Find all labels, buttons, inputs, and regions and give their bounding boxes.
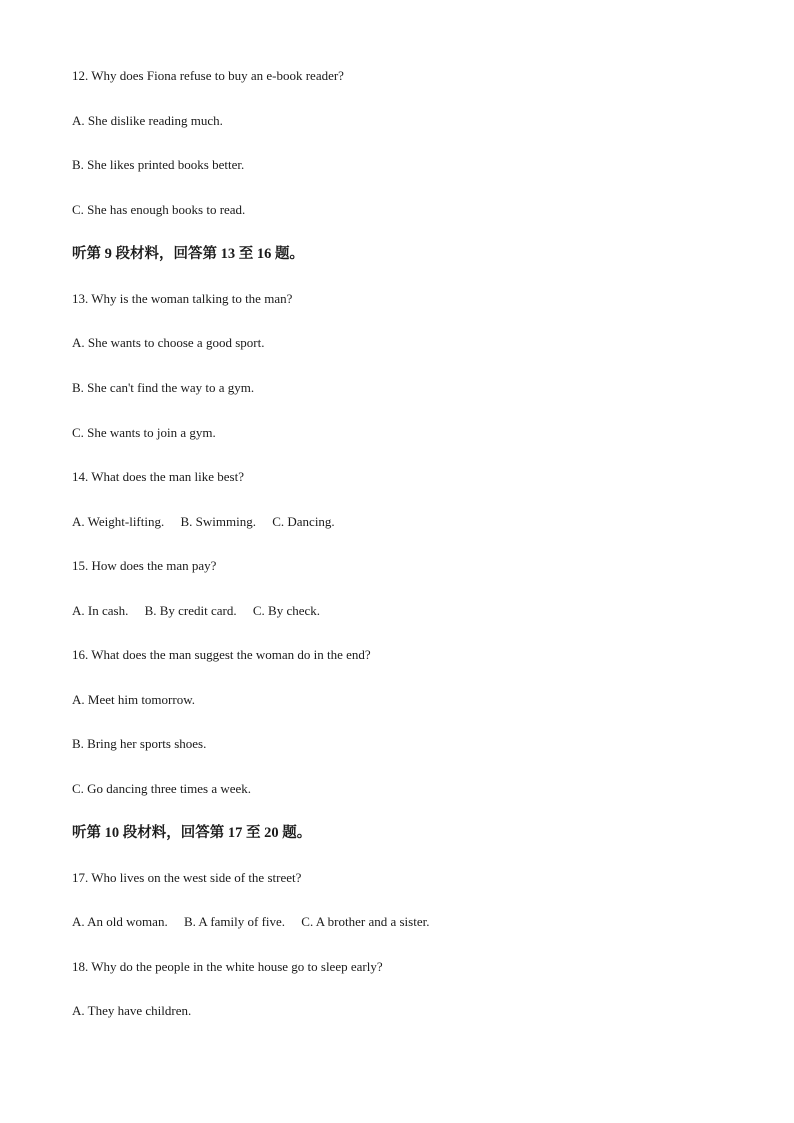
options-14: A. Weight-lifting. B. Swimming. C. Dancing.	[72, 514, 335, 529]
question-12: 12. Why does Fiona refuse to buy an e-book reader?	[72, 68, 344, 83]
option-16c: C. Go dancing three times a week.	[72, 781, 252, 796]
option-13b: B. She can't find the way to a gym.	[72, 380, 255, 395]
question-17: 17. Who lives on the west side of the street?	[72, 870, 302, 885]
question-18: 18. Why do the people in the white house go to sleep early?	[72, 959, 383, 974]
question-15: 15. How does the man pay?	[72, 558, 217, 573]
option-12c: C. She has enough books to read.	[72, 202, 246, 217]
option-12b: B. She likes printed books better.	[72, 157, 245, 172]
section-heading-10: 听第 10 段材料，回答第 17 至 20 题。	[72, 825, 312, 841]
question-16: 16. What does the man suggest the woman do in the end?	[72, 647, 371, 662]
question-13: 13. Why is the woman talking to the man?	[72, 291, 293, 306]
section-heading-9: 听第 9 段材料，回答第 13 至 16 题。	[72, 246, 304, 262]
question-14: 14. What does the man like best?	[72, 469, 244, 484]
option-13c: C. She wants to join a gym.	[72, 425, 216, 440]
option-13a: A. She wants to choose a good sport.	[72, 335, 265, 350]
option-12a: A. She dislike reading much.	[72, 113, 223, 128]
option-16a: A. Meet him tomorrow.	[72, 692, 195, 707]
options-15: A. In cash. B. By credit card. C. By check.	[72, 603, 321, 618]
option-16b: B. Bring her sports shoes.	[72, 736, 207, 751]
option-18a: A. They have children.	[72, 1003, 192, 1018]
options-17: A. An old woman. B. A family of five. C. A brother and a sister.	[72, 914, 430, 929]
